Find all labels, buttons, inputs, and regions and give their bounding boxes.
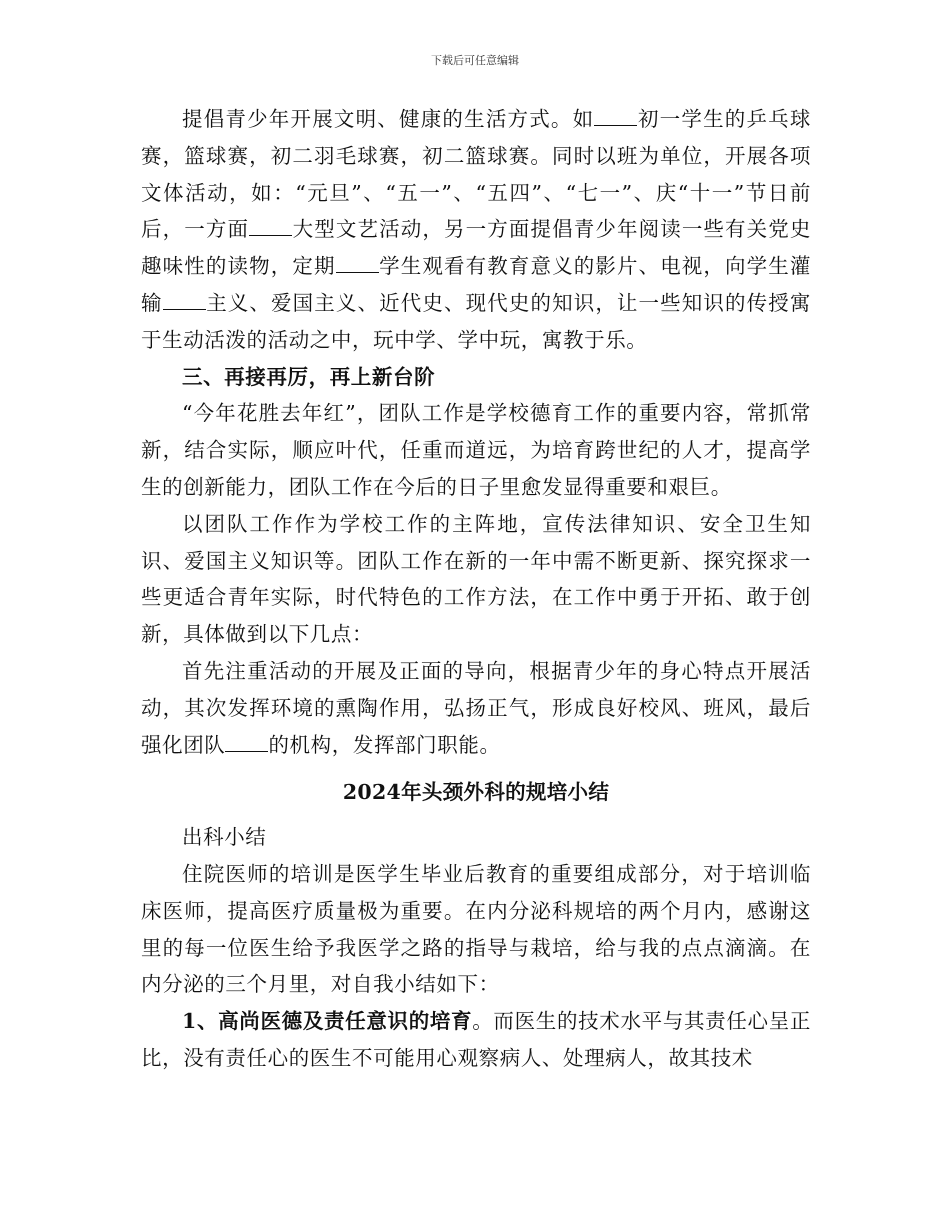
subtitle-summary: 出科小结 — [182, 825, 267, 850]
paragraph-activities — [141, 101, 811, 359]
fill-blank — [249, 217, 292, 236]
text-segment: 学生观看有教育意义的影片、电视，向学生灌输 — [141, 254, 812, 315]
fill-blank — [163, 291, 206, 310]
paragraph-main-position: 以团队工作作为学校工作的主阵地，宣传法律知识、安全卫生知识、爱国主义知识等。团队工作在新的一年中需不断更新、探究探求一些更适合青年实际，时代特色的工作方法，在工作中勇于开拓、敢于创新，具体做到以下几点： — [141, 511, 811, 647]
text-segment: 首先注重活动的开展及正面的导向，根据青少年的身心特点开展活动，其次发挥环境的熏陶作用，弘扬正气，形成良好校风、班风，最后强化团队 — [141, 658, 811, 757]
fill-blank — [594, 107, 637, 126]
paragraph-training: 住院医师的培训是医学生毕业后教育的重要组成部分，对于培训临床医师，提高医疗质量极为重要。在内分泌科规培的两个月内，感谢这里的每一位医生给予我医学之路的指导与栽培，给与我的点点滴滴。在内分泌的三个月里，对自我小结如下： — [141, 861, 811, 997]
document-body — [141, 101, 811, 1077]
text-segment: 大型文艺活动，另一方面提倡青少年阅读一些有关党史趣味性的读物，定期 — [141, 217, 812, 279]
text-segment: 。而医生的技术水平与其责任心呈正比，没有责任心的医生不可能用心观察病人、处理病人，故其技术 — [141, 1009, 811, 1070]
section-heading-3: 三、再接再厉，再上新台阶 — [182, 364, 436, 389]
paragraph-team-work: “今年花胜去年红”，团队工作是学校德育工作的重要内容，常抓常新，结合实际，顺应叶代，任重而道远，为培育跨世纪的人才，提高学生的创新能力，团队工作在今后的日子里愈发显得重要和艰巨。 — [141, 401, 811, 499]
text-segment: 的机构，发挥部门职能。 — [268, 732, 501, 757]
page-header: 下载后可任意编辑 — [431, 54, 519, 67]
paragraph-points — [141, 653, 811, 763]
document-title: 2024年头颈外科的规培小结 — [342, 780, 610, 805]
text-segment: 主义、爱国主义、近代史、现代史的知识，让一些知识的传授寓于生动活泼的活动之中，玩中学、学中玩，寓教于乐。 — [141, 290, 811, 352]
paragraph-ethics — [141, 1003, 811, 1077]
bold-lead: 1、高尚医德及责任意识的培育 — [182, 1009, 473, 1034]
fill-blank — [225, 732, 268, 751]
text-segment: 初一学生的乒乓球赛，篮球赛，初二羽毛球赛，初二篮球赛。同时以班为单位，开展各项文体活动，如：“元旦”、“五一”、“五四”、“七一”、庆“十一”节日前后，一方面 — [141, 107, 811, 242]
fill-blank — [336, 254, 379, 273]
text-segment: 提倡青少年开展文明、健康的生活方式。如 — [182, 107, 595, 131]
